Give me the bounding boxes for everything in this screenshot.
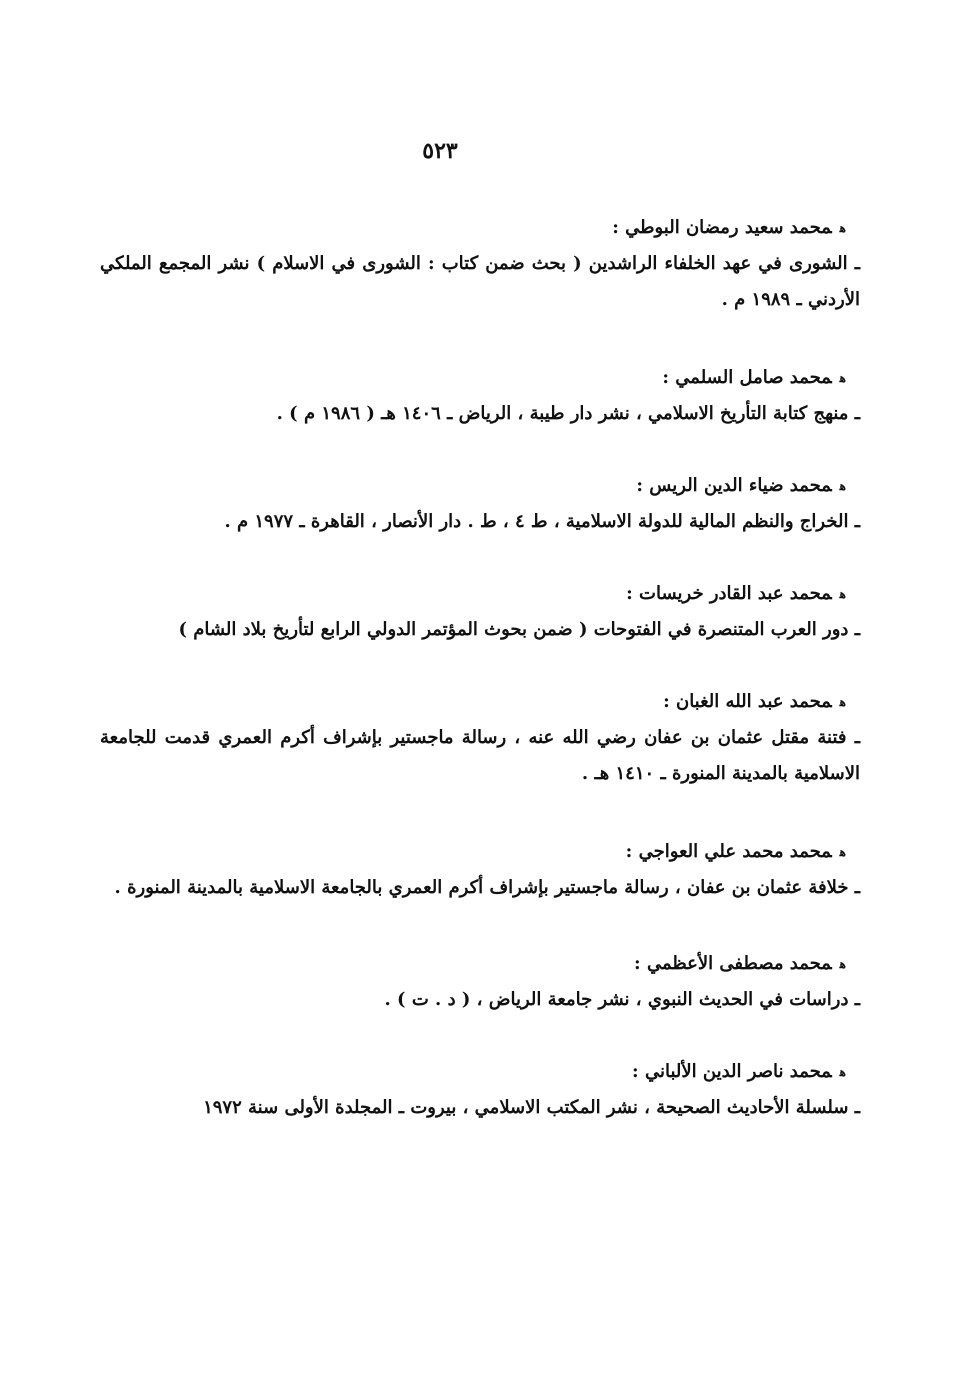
entry-author (100, 946, 860, 982)
entry-work: ـ الخراج والنظم المالية للدولة الاسلامية ، ط ٤ ، ط . دار الأنصار ، القاهرة ـ ١٩٧٧ م . (224, 511, 860, 532)
author-name: محمد عبد القادر خريسات : (626, 583, 832, 604)
entry-work: ـ الشورى في عهد الخلفاء الراشدين ( بحث ضمن كتاب : الشورى في الاسلام ) نشر المجمع الملكي الأردني ـ ١٩٨٩ م . (100, 253, 860, 310)
bibliography-entry (100, 210, 860, 318)
bibliography-entry (100, 360, 860, 432)
bibliography-entry (100, 684, 860, 792)
bibliography-entry (100, 1054, 860, 1126)
bibliography-list (100, 210, 860, 1166)
entry-author (100, 360, 860, 396)
author-name: محمد ناصر الدين الألباني : (632, 1061, 832, 1082)
bibliography-entry (100, 834, 860, 906)
entry-author (100, 834, 860, 870)
entry-work: ـ سلسلة الأحاديث الصحيحة ، نشر المكتب الاسلامي ، بيروت ـ المجلدة الأولى سنة ١٩٧٢ (203, 1097, 860, 1118)
entry-work: ـ دور العرب المتنصرة في الفتوحات ( ضمن بحوث المؤتمر الدولي الرابع لتأريخ بلاد الشام ) (178, 619, 860, 640)
entry-work: ـ خلافة عثمان بن عفان ، رسالة ماجستير بإشراف أكرم العمري بالجامعة الاسلامية بالمدينة المنورة . (114, 877, 860, 898)
entry-author (100, 468, 860, 504)
author-name: محمد عبد الله الغبان : (663, 691, 832, 712)
entry-work: ـ فتنة مقتل عثمان بن عفان رضي الله عنه ، رسالة ماجستير بإشراف أكرم العمري قدمت للجامعة الاسلامية بالمدينة المنورة ـ ١٤١٠ هـ . (100, 727, 860, 784)
entry-author (100, 1054, 860, 1090)
entry-work: ـ منهج كتابة التأريخ الاسلامي ، نشر دار طيبة ، الرياض ـ ١٤٠٦ هـ ( ١٩٨٦ م ) . (276, 403, 860, 424)
author-name: محمد محمد علي العواجي : (625, 841, 832, 862)
page-number: ٥٢٣ (422, 138, 458, 164)
bullet-icon: ه (839, 587, 846, 601)
entry-author (100, 210, 860, 246)
entry-author (100, 684, 860, 720)
bullet-icon: ه (839, 695, 846, 709)
bullet-icon: ه (839, 957, 846, 971)
entry-author (100, 576, 860, 612)
author-name: محمد صامل السلمي : (662, 367, 832, 388)
bibliography-entry (100, 576, 860, 648)
bullet-icon: ه (839, 221, 846, 235)
bullet-icon: ه (839, 845, 846, 859)
entry-work: ـ دراسات في الحديث النبوي ، نشر جامعة الرياض ، ( د . ت ) . (384, 989, 860, 1010)
author-name: محمد مصطفى الأعظمي : (634, 953, 832, 974)
bibliography-entry (100, 946, 860, 1018)
bullet-icon: ه (839, 1065, 846, 1079)
bullet-icon: ه (839, 479, 846, 493)
author-name: محمد سعيد رمضان البوطي : (612, 217, 832, 238)
author-name: محمد ضياء الدين الريس : (636, 475, 832, 496)
bibliography-entry (100, 468, 860, 540)
bullet-icon: ه (839, 371, 846, 385)
